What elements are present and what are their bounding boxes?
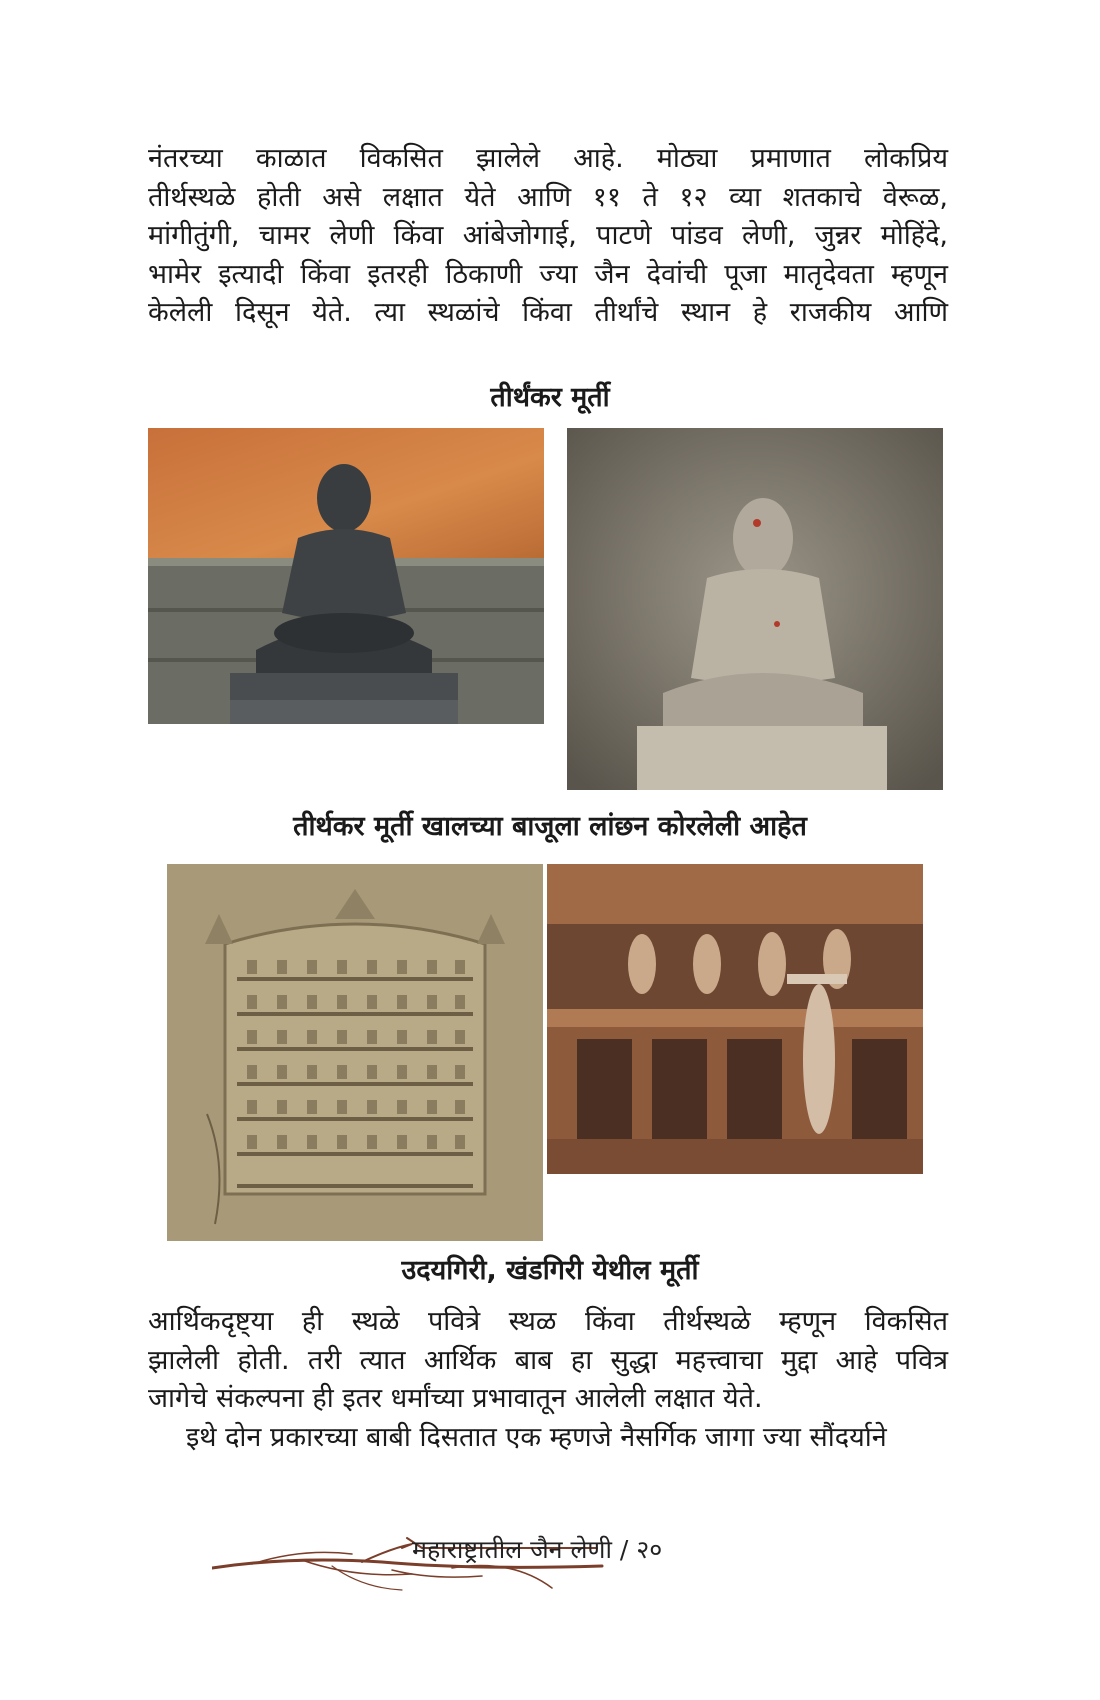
caption-udayagiri-khandagiri: उदयगिरी, खंडगिरी येथील मूर्ती [401, 1255, 699, 1286]
top-paragraph [148, 140, 948, 333]
text-line: झालेली होती. तरी त्यात आर्थिक बाब हा सुद्धा महत्त्वाचा मुद्दा आहे पवित्र [148, 1344, 948, 1376]
page-footer [212, 1518, 732, 1608]
text-line: आर्थिकदृष्ट्या ही स्थळे पवित्रे स्थळ किंवा तीर्थस्थळे म्हणून विकसित [148, 1306, 948, 1337]
bottom-paragraph [148, 1303, 948, 1457]
text-line: केलेली दिसून येते. त्या स्थळांचे किंवा तीर्थांचे स्थान हे राजकीय आणि [148, 297, 948, 328]
running-footer: महाराष्ट्रातील जैन लेणी / २० [412, 1535, 663, 1564]
caption-tirthankar-lanchhan: तीर्थकर मूर्ती खालच्या बाजूला लांछन कोरलेली आहेत [293, 811, 807, 842]
photo-seated-tirthankar-black [148, 428, 544, 724]
text-line: मांगीतुंगी, चामर लेणी किंवा आंबेजोगाई, पाटणे पांडव लेणी, जुन्नर मोहिंदे, [148, 220, 948, 251]
text-line: इथे दोन प्रकारच्या बाबी दिसतात एक म्हणजे नैसर्गिक जागा ज्या सौंदर्याने [186, 1421, 887, 1453]
caption-tirthankar-murti: तीर्थंकर मूर्ती [490, 382, 610, 413]
photo-rock-carved-tirthankar [567, 428, 943, 790]
text-line: तीर्थस्थळे होती असे लक्षात येते आणि ११ ते १२ व्या शतकाचे वेरूळ, [148, 181, 948, 213]
text-line: जागेचे संकल्पना ही इतर धर्मांच्या प्रभावातून आलेली लक्षात येते. [148, 1383, 763, 1414]
text-line: भामेर इत्यादी किंवा इतरही ठिकाणी ज्या जैन देवांची पूजा मातृदेवता म्हणून [148, 258, 948, 290]
photo-carved-panel [167, 864, 543, 1241]
photo-cave-temple-facade [547, 864, 923, 1174]
text-line: नंतरच्या काळात विकसित झालेले आहे. मोठ्या प्रमाणात लोकप्रिय [148, 143, 948, 174]
